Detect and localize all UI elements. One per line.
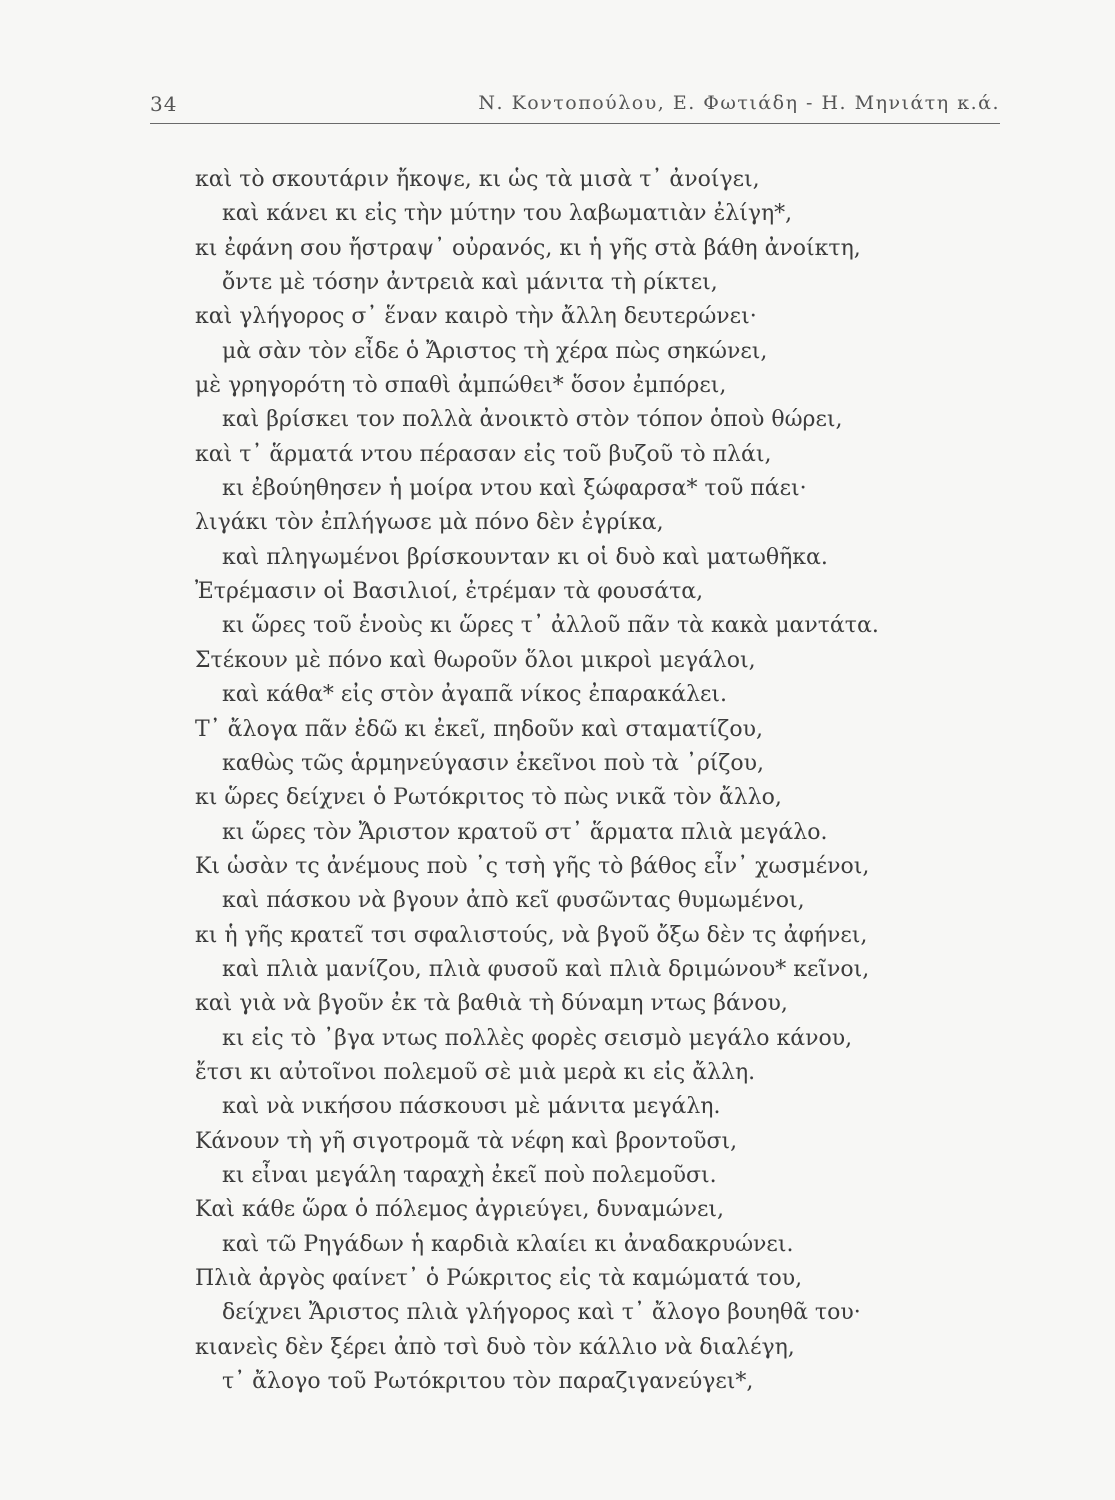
verse-line: καὶ τὸ σκουτάριν ἤκοψε, κι ὡς τὰ μισὰ τ᾽ ἀνοίγει,: [195, 167, 760, 192]
page-header: [150, 92, 1000, 126]
verse-line: Κι ὡσὰν τς ἀνέμους ποὺ ᾽ς τσὴ γῆς τὸ βάθος εἶν᾽ χωσμένοι,: [195, 853, 870, 879]
verse-line: μὰ σὰν τὸν εἶδε ὁ Ἄριστος τὴ χέρα πὼς σηκώνει,: [222, 338, 768, 364]
header-rule: [150, 123, 1000, 124]
poem-verses: [0, 163, 1115, 1399]
verse-line: Κάνουν τὴ γῆ σιγοτρομᾶ τὰ νέφη καὶ βροντοῦσι,: [195, 1128, 738, 1154]
verse-line: Στέκουν μὲ πόνο καὶ θωροῦν ὅλοι μικροὶ μεγάλοι,: [195, 647, 756, 673]
verse-line: κι ἡ γῆς κρατεῖ τσι σφαλιστούς, νὰ βγοῦ ὄξω δὲν τς ἀφήνει,: [195, 922, 868, 948]
verse-line: καὶ γλήγορος σ᾽ ἕναν καιρὸ τὴν ἄλλη δευτερώνει·: [195, 304, 757, 330]
page-number: 34: [150, 92, 178, 116]
verse-line: κι εἶναι μεγάλη ταραχὴ ἐκεῖ ποὺ πολεμοῦσι.: [222, 1162, 717, 1188]
verse-line: κι ἐβούηθησεν ἡ μοίρα ντου καὶ ξώφαρσα* τοῦ πάει·: [222, 476, 807, 502]
verse-line: ὄντε μὲ τόσην ἀντρειὰ καὶ μάνιτα τὴ ρίκτει,: [222, 270, 718, 296]
verse-line: καὶ κάνει κι εἰς τὴν μύτην του λαβωματιὰν ἐλίγη*,: [222, 201, 793, 227]
verse-line: καὶ κάθα* εἰς στὸν ἀγαπᾶ νίκος ἐπαρακάλει.: [222, 682, 728, 708]
verse-line: καὶ τῶ Ρηγάδων ἡ καρδιὰ κλαίει κι ἀναδακρυώνει.: [222, 1231, 794, 1257]
verse-line: μὲ γρηγορότη τὸ σπαθὶ ἀμπώθει* ὅσον ἐμπόρει,: [195, 373, 727, 399]
verse-line: Τ᾽ ἄλογα πᾶν ἐδῶ κι ἐκεῖ, πηδοῦν καὶ σταματίζου,: [195, 716, 763, 742]
verse-line: καὶ γιὰ νὰ βγοῦν ἐκ τὰ βαθιὰ τὴ δύναμη ντως βάνου,: [195, 991, 788, 1017]
verse-line: κιανεὶς δὲν ξέρει ἀπὸ τσὶ δυὸ τὸν κάλλιο νὰ διαλέγη,: [195, 1334, 795, 1360]
verse-line: καὶ πλιὰ μανίζου, πλιὰ φυσοῦ καὶ πλιὰ δριμώνου* κεῖνοι,: [222, 956, 870, 982]
verse-line: καὶ πάσκου νὰ βγουν ἀπὸ κεῖ φυσῶντας θυμωμένοι,: [222, 888, 805, 914]
verse-line: κι ὥρες δείχνει ὁ Ρωτόκριτος τὸ πὼς νικᾶ τὸν ἄλλο,: [195, 785, 782, 811]
verse-line: κι ἐφάνη σου ἤστραψ᾽ οὐρανός, κι ἡ γῆς στὰ βάθη ἀνοίκτη,: [195, 235, 861, 261]
verse-line: καὶ νὰ νικήσου πάσκουσι μὲ μάνιτα μεγάλη.: [222, 1094, 721, 1120]
verse-line: κι εἰς τὸ ᾽βγα ντως πολλὲς φορὲς σεισμὸ μεγάλο κάνου,: [222, 1025, 853, 1051]
verse-line: Πλιὰ ἀργὸς φαίνετ᾽ ὁ Ρώκριτος εἰς τὰ καμώματά του,: [195, 1266, 803, 1291]
verse-line: καὶ τ᾽ ἅρματά ντου πέρασαν εἰς τοῦ βυζοῦ τὸ πλάι,: [195, 441, 772, 467]
verse-line: τ᾽ ἄλογο τοῦ Ρωτόκριτου τὸν παραζιγανεύγει*,: [222, 1369, 754, 1395]
verse-line: καὶ βρίσκει τον πολλὰ ἀνοικτὸ στὸν τόπον ὁποὺ θώρει,: [222, 407, 843, 433]
verse-line: δείχνει Ἄριστος πλιὰ γλήγορος καὶ τ᾽ ἄλογο βουηθᾶ του·: [222, 1300, 861, 1326]
verse-line: Ἐτρέμασιν οἱ Βασιλιοί, ἐτρέμαν τὰ φουσάτα,: [195, 579, 704, 605]
verse-line: κι ὥρες τοῦ ἑνοὺς κι ὥρες τ᾽ ἀλλοῦ πᾶν τὰ κακὰ μαντάτα.: [222, 613, 879, 639]
verse-line: ἔτσι κι αὐτοῖνοι πολεμοῦ σὲ μιὰ μερὰ κι εἰς ἄλλη.: [195, 1059, 756, 1085]
verse-line: καθὼς τῶς ἁρμηνεύγασιν ἐκεῖνοι ποὺ τὰ ᾽ρίζου,: [222, 750, 764, 776]
verse-line: κι ὥρες τὸν Ἄριστον κρατοῦ στ᾽ ἅρματα πλιὰ μεγάλο.: [222, 819, 828, 845]
verse-line: λιγάκι τὸν ἐπλήγωσε μὰ πόνο δὲν ἐγρίκα,: [195, 510, 664, 536]
verse-line: Καὶ κάθε ὥρα ὁ πόλεμος ἀγριεύγει, δυναμώνει,: [195, 1197, 724, 1223]
running-head: Ν. Κοντοπούλου, Ε. Φωτιάδη - Η. Μηνιάτη κ.ά.: [478, 92, 1000, 114]
verse-line: καὶ πληγωμένοι βρίσκουνταν κι οἱ δυὸ καὶ ματωθῆκα.: [222, 544, 828, 570]
